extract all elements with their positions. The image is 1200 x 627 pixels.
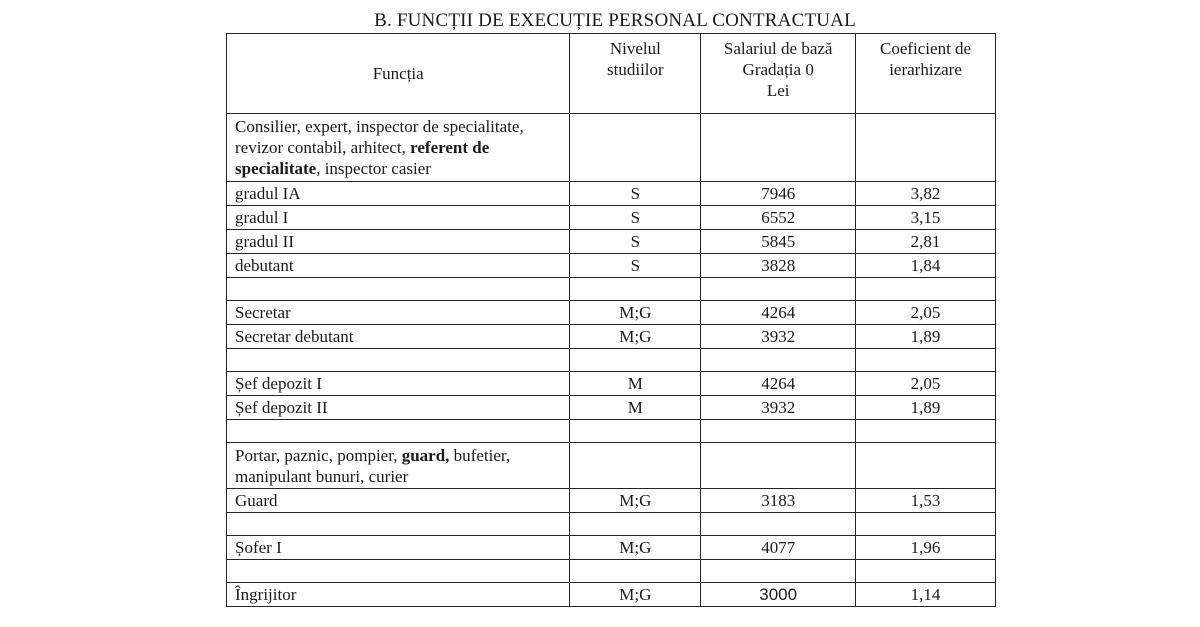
cell-function: gradul II — [227, 230, 570, 254]
table-row — [227, 206, 996, 230]
table-row — [227, 325, 996, 349]
cell-salary: 4264 — [701, 372, 856, 396]
group-header-consilier: Consilier, expert, inspector de specialitate, revizor contabil, arhitect, referent de specialitate, inspector casier — [227, 114, 570, 182]
cell-salary: 6552 — [701, 206, 856, 230]
table-header-row — [227, 34, 996, 114]
cell-coef: 1,89 — [856, 325, 996, 349]
cell-level: S — [570, 206, 701, 230]
cell-coef: 1,14 — [856, 583, 996, 607]
table-row — [227, 230, 996, 254]
table-row — [227, 489, 996, 513]
cell-function: Secretar — [227, 301, 570, 325]
cell-coef: 3,82 — [856, 182, 996, 206]
cell-coef: 2,81 — [856, 230, 996, 254]
cell-salary: 7946 — [701, 182, 856, 206]
page-title: B. FUNCȚII DE EXECUȚIE PERSONAL CONTRACTUAL — [374, 10, 856, 31]
cell-function: gradul I — [227, 206, 570, 230]
cell-coef: 1,89 — [856, 396, 996, 420]
cell-function: Secretar debutant — [227, 325, 570, 349]
group-header-portar: Portar, paznic, pompier, guard, bufetier, manipulant bunuri, curier — [227, 443, 570, 489]
cell-coef: 2,05 — [856, 301, 996, 325]
spacer-row — [227, 560, 996, 583]
header-study-level: Nivelul studiilor — [570, 34, 701, 114]
salary-table — [226, 33, 996, 607]
cell-salary: 3932 — [701, 325, 856, 349]
cell-coef: 1,84 — [856, 254, 996, 278]
table-row — [227, 254, 996, 278]
cell-level: M — [570, 372, 701, 396]
cell-salary: 3828 — [701, 254, 856, 278]
cell-level: S — [570, 182, 701, 206]
cell-coef: 1,96 — [856, 536, 996, 560]
header-salary: Salariul de bază Gradația 0 Lei — [701, 34, 856, 114]
group-header-row — [227, 114, 996, 182]
group-header-row — [227, 443, 996, 489]
table-row — [227, 396, 996, 420]
cell-function: debutant — [227, 254, 570, 278]
cell-salary: 3000 — [701, 583, 856, 607]
cell-salary: 4077 — [701, 536, 856, 560]
cell-function: Guard — [227, 489, 570, 513]
cell-salary: 5845 — [701, 230, 856, 254]
table-row — [227, 536, 996, 560]
spacer-row — [227, 278, 996, 301]
cell-function: Șef depozit II — [227, 396, 570, 420]
header-function: Funcția — [227, 34, 570, 114]
cell-level: M;G — [570, 301, 701, 325]
cell-level: M;G — [570, 325, 701, 349]
table-row — [227, 372, 996, 396]
cell-level: M;G — [570, 489, 701, 513]
cell-level: M;G — [570, 583, 701, 607]
cell-level: M — [570, 396, 701, 420]
spacer-row — [227, 349, 996, 372]
cell-coef: 1,53 — [856, 489, 996, 513]
cell-function: Șofer I — [227, 536, 570, 560]
spacer-row — [227, 420, 996, 443]
cell-salary: 4264 — [701, 301, 856, 325]
cell-function: Îngrijitor — [227, 583, 570, 607]
header-coefficient: Coeficient de ierarhizare — [856, 34, 996, 114]
table-row — [227, 301, 996, 325]
cell-coef: 3,15 — [856, 206, 996, 230]
table-row — [227, 182, 996, 206]
cell-level: M;G — [570, 536, 701, 560]
cell-level: S — [570, 254, 701, 278]
spacer-row — [227, 513, 996, 536]
cell-salary: 3932 — [701, 396, 856, 420]
cell-function: gradul IA — [227, 182, 570, 206]
cell-level: S — [570, 230, 701, 254]
cell-function: Șef depozit I — [227, 372, 570, 396]
cell-coef: 2,05 — [856, 372, 996, 396]
table-row — [227, 583, 996, 607]
cell-salary: 3183 — [701, 489, 856, 513]
